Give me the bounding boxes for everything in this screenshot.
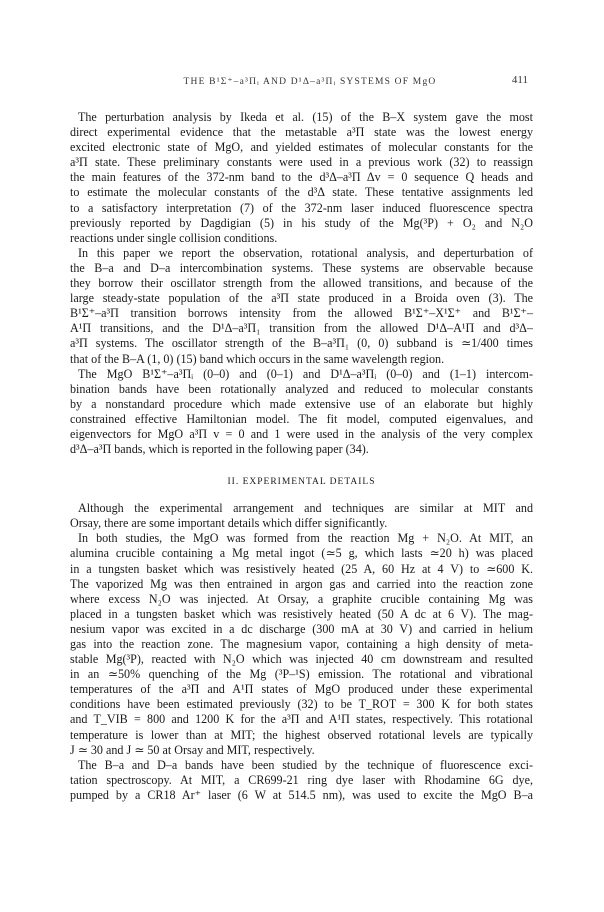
text-line: temperature is lower than at MIT; the highest observed rotational levels are typically [70,727,533,742]
text-line: reactions under single collision conditions. [70,230,278,245]
text-line: previously reported by Dagdigian (5) in his study of the Mg(³P) + O₂ and N₂O [70,215,533,230]
text-line: the main features of the 372-nm band to the d³Δ–a³Π Δv = 0 sequence Q heads and [70,170,533,185]
text-line: in a tungsten basket which was resistively heated (25 A, 60 Hz at 4 V) to ≃600 K. [70,561,533,576]
text-line: J ≃ 30 and J ≃ 50 at Orsay and MIT, respectively. [70,742,315,757]
text-line: to a satisfactory interpretation (7) of the 372-nm laser induced fluorescence spectra [70,200,533,215]
page-number: 411 [511,74,528,86]
text-line: a³Π systems. The oscillator strength of the B–a³Π₁ (0, 0) subband is ≃1/400 times [70,336,533,351]
running-head: THE B¹Σ⁺–a³Πᵢ AND D¹Δ–a³Πᵢ SYSTEMS OF MgO [183,77,437,87]
text-line: alumina crucible containing a Mg metal ingot (≃5 g, which lasts ≃20 h) was placed [70,546,533,561]
text-line: B¹Σ⁺–a³Π transition borrows intensity from the allowed B¹Σ⁺–X¹Σ⁺ and B¹Σ⁺– [70,306,533,321]
text-line: Although the experimental arrangement and techniques are similar at MIT and [78,501,533,516]
text-line: In this paper we report the observation, rotational analysis, and deperturbation of [78,245,533,260]
text-line: where excess N₂O was injected. At Orsay, a graphite crucible containing Mg was [70,591,533,606]
body-text [70,110,533,803]
text-line: bination bands have been rotationally analyzed and reduced to molecular constants [70,381,533,396]
text-line: nesium vapor was excited in a dc discharge (300 mA at 30 V) and carried in helium [70,621,533,636]
text-line: conditions have been estimated previously (32) to be T_ROT = 300 K for both states [70,697,533,712]
section-heading: II. EXPERIMENTAL DETAILS [227,477,376,488]
text-line: Orsay, there are some important details which differ significantly. [70,516,388,531]
text-line: and T_VIB = 800 and 1200 K for the a³Π and A¹Π states, respectively. This rotational [70,712,533,727]
text-line: gas into the reaction zone. The magnesium vapor, containing a high density of meta- [70,637,533,651]
experimental-details-section [70,501,533,803]
text-line: The MgO B¹Σ⁺–a³Πᵢ (0–0) and (0–1) and D¹Δ–a³Πᵢ (0–0) and (1–1) intercom- [78,366,533,381]
text-line: tation spectroscopy. At MIT, a CR699-21 ring dye laser with Rhodamine 6G dye, [70,772,533,787]
text-line: A¹Π transitions, and the D¹Δ–a³Π₁ transition from the allowed D¹Δ–A¹Π and d³Δ– [70,321,533,336]
text-line: temperatures of the a³Π and A¹Π states of MgO produced under these experimental [70,682,533,697]
text-line: a³Π state. These preliminary constants were used in a previous work (32) to reassign [70,155,533,170]
text-line: by a nonstandard procedure which made extensive use of an elaborate but highly [70,396,533,411]
text-line: stable Mg(³P), reacted with N₂O which was injected 40 cm downstream and resulted [70,652,533,667]
text-line: In both studies, the MgO was formed from the reaction Mg + N₂O. At MIT, an [78,531,533,546]
text-line: they borrow their oscillator strength from the allowed transitions, and because of the [70,276,533,291]
text-line: The B–a and D–a bands have been studied by the technique of fluorescence exci- [78,757,533,772]
text-line: pumped by a CR18 Ar⁺ laser (6 W at 514.5 nm), was used to excite the MgO B–a [70,787,533,802]
text-line: to estimate the molecular constants of the d³Δ state. These tentative assignments led [70,185,533,200]
text-line: eigenvectors for MgO a³Π v = 0 and 1 were used in the analysis of the very complex [70,426,533,441]
text-line: direct experimental evidence that the metastable a³Π state was the lowest energy [70,125,533,140]
text-line: in an ≃50% quenching of the Mg (³P–¹S) emission. The rotational and vibrational [70,667,533,682]
text-line: the B–a and D–a intercombination systems. These systems are observable because [70,260,533,275]
text-line: d³Δ–a³Π bands, which is reported in the following paper (34). [70,442,369,457]
text-line: large steady-state population of the a³Π state produced in a Broida oven (3). The [70,291,533,306]
text-line: excited electronic state of MgO, and yielded estimates of molecular constants for the [70,140,533,155]
introduction-section [70,110,533,457]
text-line: The perturbation analysis by Ikeda et al. (15) of the B–X system gave the most [78,110,533,124]
text-line: constrained effective Hamiltonian model. The fit model, computed eigenvalues, and [70,411,533,426]
text-line: The vaporized Mg was then entrained in argon gas and carried into the reaction zone [70,576,533,591]
text-line: placed in a tungsten basket which was resistively heated (50 A dc at 6 V). The mag- [70,606,533,621]
text-line: that of the B–A (1, 0) (15) band which occurs in the same wavelength region. [70,351,445,366]
